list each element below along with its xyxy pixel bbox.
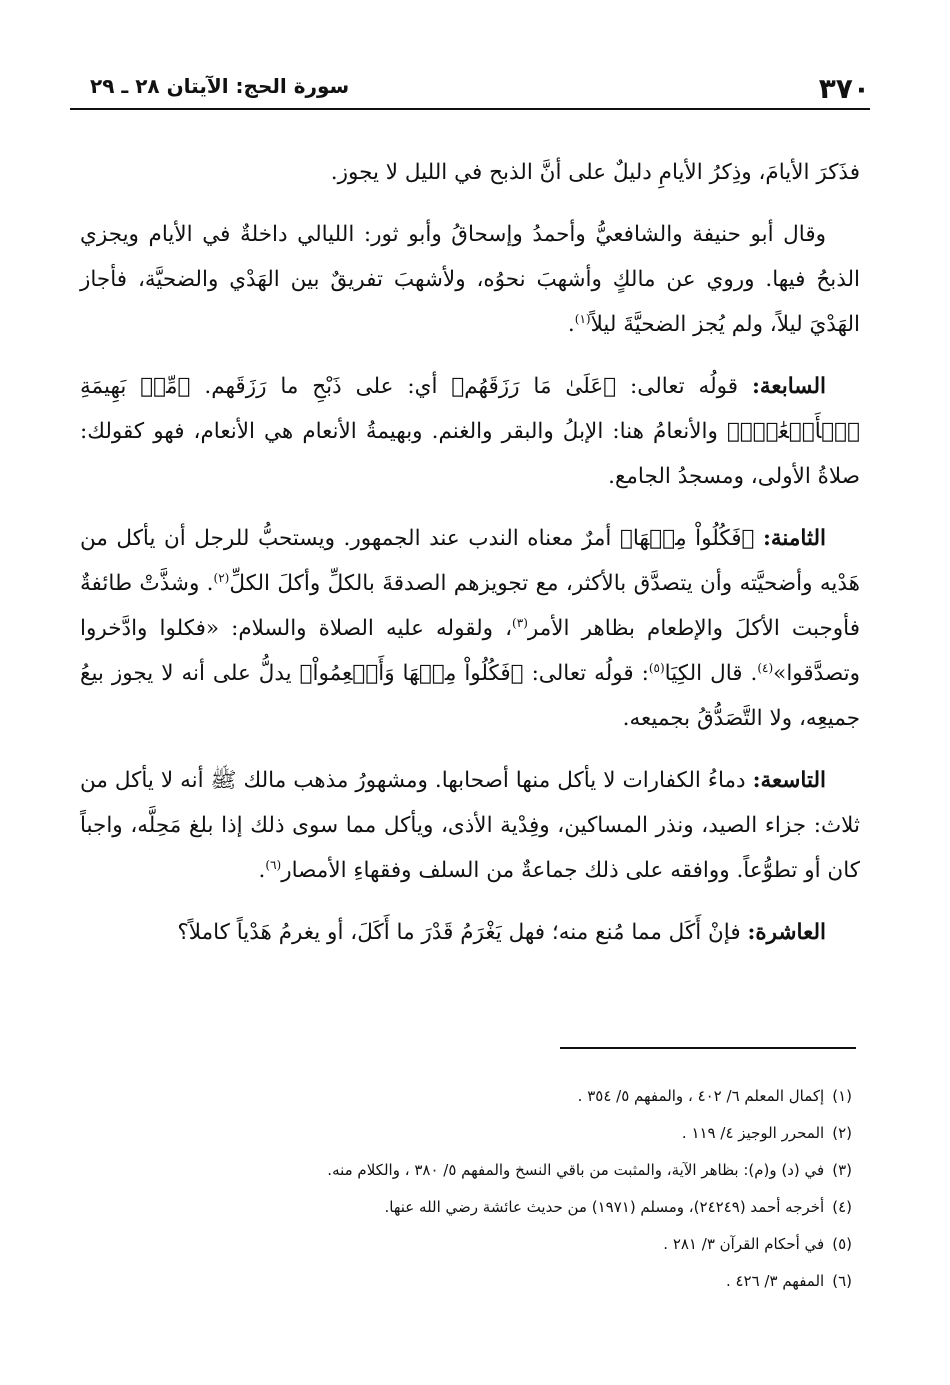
quran-quote: ﴿فَكُلُواْ مِنۡهَا وَأَطۡعِمُواْ﴾ [299, 661, 524, 686]
footnote-ref-2: (٢) [213, 570, 230, 585]
footnote-item: (٦)المفهم ٣/ ٤٢٦ . [725, 1272, 852, 1290]
footnote-item: (١)إكمال المعلم ٦/ ٤٠٢ ، والمفهم ٥/ ٣٥٤ . [577, 1087, 852, 1105]
footnote-ref-1: (١) [574, 311, 591, 326]
footnote-ref-6: (٦) [265, 857, 282, 872]
footnote-ref-4: (٤) [757, 660, 774, 675]
footnote-item: (٢)المحرر الوجيز ٤/ ١١٩ . [681, 1124, 852, 1142]
paragraph-eighth: الثامنة: ﴿فَكُلُواْ مِنۡهَا﴾ أمرٌ معناه الندب عند الجمهور. ويستحبُّ للرجل أن يأكل من هَدْيه وأضحيَّته وأن يتصدَّق بالأكثر، مع تجويزهم الصدقةَ بالكلِّ وأكلَ الكلِّ$^{(٢)}$. وشذَّتْ طائفةٌ فأوجبت الأكلَ والإطعام بظاهر الأمر$^{(٣)}$، ولقوله عليه الصلاة والسلام: «فكلوا وادَّخروا وتصدَّقوا»$^{(٤)}$. قال الكِيَا$^{(٥)}$: قولُه تعالى: ﴿فَكُلُواْ مِنۡهَا وَأَطۡعِمُواْ﴾ يدلُّ على أنه لا يجوز بيعُ جميعِه، ولا التَّصَدُّقُ بجميعه. [80, 526, 860, 731]
section-label: التاسعة: [752, 768, 826, 793]
main-text [80, 150, 860, 972]
footnote-item: (٤)أخرجه أحمد (٢٤٢٤٩)، ومسلم (١٩٧١) من حديث عائشة رضي الله عنها. [384, 1198, 852, 1216]
paragraph-ninth: التاسعة: دماءُ الكفارات لا يأكل منها أصحابها. ومشهورُ مذهب مالك ﷺ أنه لا يأكل من ثلاث: جزاء الصيد، ونذر المساكين، وفِدْية الأذى، ويأكل مما سوى ذلك إذا بلغ مَحِلَّه، واجباً كان أو تطوُّعاً. ووافقه على ذلك جماعةٌ من السلف وفقهاءِ الأمصار$^{(٦)}$. [80, 768, 860, 883]
paragraph-seventh: السابعة: قولُه تعالى: ﴿عَلَىٰ مَا رَزَقَهُم﴾ أي: على ذَبْحِ ما رَزَقَهم. ﴿مِّنۢ بَهِيمَةِ ٱلۡأَنۡعَٰمِۖ﴾ والأنعامُ هنا: الإبلُ والبقر والغنم. وبهيمةُ الأنعام هي الأنعام، فهو كقولك: صلاةُ الأولى، ومسجدُ الجامع. [80, 374, 860, 489]
section-label: السابعة: [751, 374, 827, 399]
paragraph-2: وقال أبو حنيفة والشافعيُّ وأحمدُ وإسحاقُ وأبو ثور: الليالي داخلةٌ في الأيام ويجزي الذبحُ فيها. وروي عن مالكٍ وأشهبَ نحوُه، ولأشهبَ تفريقٌ بين الهَدْي والضحيَّة، فأجاز الهَدْيَ ليلاً، ولم يُجز الضحيَّةَ ليلاً$^{(١)}$. [80, 222, 860, 337]
quran-quote: ﴿فَكُلُواْ مِنۡهَا﴾ [619, 526, 755, 551]
running-title: سورة الحج: الآيتان ٢٨ ـ ٢٩ [90, 74, 350, 98]
footnote-separator [560, 1047, 856, 1049]
footnote-ref-3: (٣) [512, 615, 528, 630]
header-rule [70, 108, 870, 110]
footnote-ref-5: (٥) [648, 660, 665, 675]
quran-quote: ﴿مِّنۢ بَهِيمَةِ ٱلۡأَنۡعَٰمِۖ﴾ [80, 374, 860, 444]
section-label: الثامنة: [762, 526, 826, 551]
paragraph-1: فذَكرَ الأيامَ، وذِكرُ الأيامِ دليلٌ على أنَّ الذبح في الليل لا يجوز. [330, 160, 860, 185]
page-header [70, 62, 870, 106]
footnote-item: (٥)في أحكام القرآن ٣/ ٢٨١ . [663, 1235, 852, 1253]
page-number: ٣٧٠ [818, 72, 870, 105]
footnotes [90, 1078, 852, 1300]
paragraph-tenth: العاشرة: فإنْ أَكَل مما مُنع منه؛ فهل يَغْرَمُ قَدْرَ ما أَكَلَ، أو يغرمُ هَدْياً كاملاً؟ [177, 920, 826, 945]
section-label: العاشرة: [747, 920, 826, 945]
quran-quote: ﴿عَلَىٰ مَا رَزَقَهُم﴾ [451, 374, 617, 399]
footnote-item: (٣)في (د) و(م): بظاهر الآية، والمثبت من باقي النسخ والمفهم ٥/ ٣٨٠ ، والكلام منه. [327, 1161, 852, 1179]
